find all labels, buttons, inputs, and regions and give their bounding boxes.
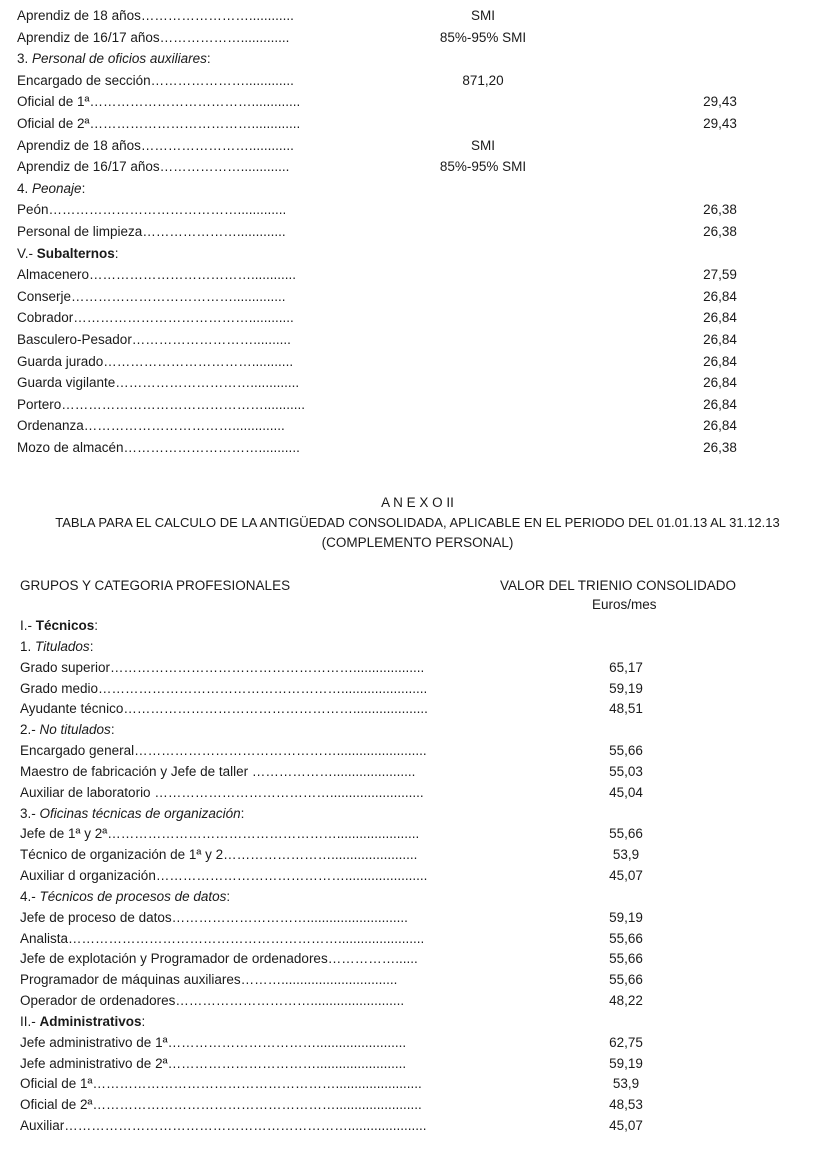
table-row (0, 782, 835, 803)
category-label: Conserje……………………………….............. (17, 288, 286, 304)
daily-salary-value: 26,84 (703, 375, 737, 391)
annex-subtitle-note: (COMPLEMENTO PERSONAL) (321, 535, 514, 550)
table-row (0, 329, 835, 350)
daily-salary-value: 26,84 (703, 310, 737, 326)
category-label: Jefe administrativo de 1ª……………………………........................ (20, 1034, 407, 1050)
heading-label: Técnicos (35, 618, 95, 633)
table-row (0, 91, 835, 112)
daily-salary-value: 29,43 (703, 94, 737, 110)
daily-salary-value: 26,84 (703, 332, 737, 347)
heading-prefix: 1. (20, 638, 36, 654)
table-row (0, 70, 835, 91)
category-label: Auxiliar………………………………………………………..................... (20, 1118, 427, 1134)
category-label: Aprendiz de 18 años……………………............ (17, 137, 294, 153)
group-heading (20, 886, 230, 907)
trienio-value: 55,66 (609, 951, 643, 967)
base-salary-value: SMI (470, 137, 495, 153)
table-row (0, 5, 835, 26)
group-heading (17, 48, 211, 69)
table-row (0, 657, 835, 678)
annex-title: A N E X O II (381, 495, 454, 510)
heading-prefix: II.- (20, 1013, 40, 1029)
heading-suffix: : (94, 618, 99, 633)
daily-salary-value: 26,84 (703, 288, 737, 304)
trienio-value: 59,19 (609, 909, 643, 925)
trienio-value: 62,75 (609, 1034, 643, 1050)
trienio-value: 59,19 (609, 1055, 643, 1071)
group-heading (17, 178, 85, 199)
table-row (0, 156, 835, 177)
trienio-value: 55,66 (609, 930, 643, 946)
heading-label: No titulados (39, 722, 111, 738)
category-label: Jefe de 1ª y 2ª……………………………………………...................... (20, 826, 420, 842)
category-label: Aprendiz de 18 años……………………............ (17, 8, 294, 23)
group-heading (17, 243, 119, 264)
trienio-value: 48,22 (609, 993, 643, 1009)
daily-salary-value: 26,84 (703, 396, 737, 412)
daily-salary-value: 29,43 (703, 116, 737, 131)
base-salary-value: 85%-95% SMI (439, 159, 527, 175)
table-row (0, 27, 835, 48)
base-salary-value: 85%-95% SMI (439, 29, 527, 45)
base-salary-value: SMI (470, 8, 495, 23)
group-heading (20, 803, 244, 824)
column-header-unit: Euros/mes (592, 597, 657, 612)
category-label: Aprendiz de 16/17 años………………............. (17, 159, 290, 175)
heading-prefix: I.- (20, 618, 36, 633)
table-row (0, 928, 835, 949)
trienio-value: 59,19 (609, 680, 643, 696)
heading-prefix: 3. (17, 51, 33, 67)
heading-label: Titulados (35, 638, 90, 654)
table-row (0, 307, 835, 328)
category-label: Aprendiz de 16/17 años………………............. (17, 29, 290, 45)
heading-prefix: 4. (17, 180, 33, 196)
daily-salary-value: 26,38 (703, 224, 737, 239)
table-row (0, 1115, 835, 1136)
trienio-value: 48,53 (609, 1097, 643, 1113)
heading-label: Peonaje (32, 180, 82, 196)
heading-suffix: : (226, 888, 231, 904)
category-label: Oficial de 2ª………………………………............. (17, 116, 301, 131)
trienio-value: 55,66 (609, 972, 643, 988)
heading-label: Oficinas técnicas de organización (39, 805, 241, 821)
heading-suffix: : (89, 638, 94, 654)
table-row (0, 372, 835, 393)
category-label: Ayudante técnico…………………………………………….................... (20, 701, 428, 717)
heading-label: Personal de oficios auxiliares (32, 51, 207, 67)
heading-suffix: : (240, 805, 245, 821)
table-row (0, 221, 835, 242)
category-label: Jefe de proceso de datos…………………………........................... (20, 909, 408, 925)
heading-prefix: 3.- (20, 805, 40, 821)
table-row (0, 1094, 835, 1115)
trienio-value: 53,9 (612, 1076, 640, 1092)
category-label: Oficial de 2ª………………………………………………....................... (20, 1097, 422, 1113)
category-label: Grado medio………………………………………………....................... (20, 680, 428, 696)
heading-suffix: : (206, 51, 211, 67)
table-row (0, 907, 835, 928)
category-label: Encargado de sección…………………............. (17, 72, 294, 88)
category-label: Personal de limpieza…………………............. (17, 224, 286, 239)
table-row (0, 286, 835, 307)
category-label: Almacenero………………………………............ (17, 267, 297, 283)
table-row (0, 740, 835, 761)
table-row (0, 1053, 835, 1074)
category-label: Oficial de 1ª………………………………………………....................... (20, 1076, 422, 1092)
category-label: Mozo de almacén…………………………........... (17, 440, 300, 455)
category-label: Maestro de fabricación y Jefe de taller ………………...................... (20, 763, 416, 779)
trienio-value: 55,03 (609, 763, 643, 779)
category-label: Basculero-Pesador……………………….......... (17, 332, 291, 347)
daily-salary-value: 26,38 (703, 440, 737, 455)
table-row (0, 948, 835, 969)
column-header-value: VALOR DEL TRIENIO CONSOLIDADO (500, 578, 737, 593)
category-label: Técnico de organización de 1ª y 2……………………....................... (20, 847, 418, 863)
category-label: Auxiliar de laboratorio …………………………………......................... (20, 784, 424, 800)
category-label: Oficial de 1ª………………………………............. (17, 94, 301, 110)
category-label: Cobrador…………………………………............ (17, 310, 294, 326)
trienio-value: 65,17 (609, 659, 643, 675)
category-label: Grado superior………………………………………………................... (20, 659, 425, 675)
table-row (0, 113, 835, 134)
category-label: Guarda vigilante…………………………............. (17, 375, 300, 391)
category-label: Portero………………………………………........... (17, 396, 306, 412)
category-label: Auxiliar d organización……………………………………...................... (20, 868, 428, 884)
heading-label: Técnicos de procesos de datos (39, 888, 227, 904)
table-row (0, 823, 835, 844)
category-label: Programador de máquinas auxiliares………............................... (20, 972, 398, 988)
heading-prefix: 2.- (20, 722, 40, 738)
table-row (0, 199, 835, 220)
heading-suffix: : (81, 180, 86, 196)
daily-salary-value: 26,38 (703, 202, 737, 218)
table-row (0, 865, 835, 886)
category-label: Jefe administrativo de 2ª……………………………........................ (20, 1055, 407, 1071)
daily-salary-value: 26,84 (703, 418, 737, 434)
group-heading (20, 719, 115, 740)
category-label: Guarda jurado……………………………........... (17, 353, 294, 369)
table-row (0, 990, 835, 1011)
table-row (0, 698, 835, 719)
category-label: Peón……………………………………............. (17, 202, 287, 218)
annex-subtitle: TABLA PARA EL CALCULO DE LA ANTIGÜEDAD CONSOLIDADA, APLICABLE EN EL PERIODO DEL 01.01.13 AL 31.12.13 (55, 515, 780, 530)
table-row (0, 351, 835, 372)
category-label: Analista……………………………………………………....................... (20, 930, 425, 946)
table-row (0, 437, 835, 458)
table-row (0, 415, 835, 436)
trienio-value: 45,07 (609, 868, 643, 884)
group-heading (20, 1011, 145, 1032)
column-header-groups: GRUPOS Y CATEGORIA PROFESIONALES (20, 578, 291, 593)
trienio-value: 48,51 (609, 701, 643, 717)
trienio-value: 55,66 (609, 743, 643, 759)
table-row (0, 1073, 835, 1094)
trienio-value: 45,07 (609, 1118, 643, 1134)
table-row (0, 678, 835, 699)
trienio-value: 53,9 (612, 847, 640, 863)
heading-suffix: : (114, 245, 119, 261)
category-label: Jefe de explotación y Programador de ordenadores……………...... (20, 951, 418, 967)
trienio-value: 45,04 (609, 784, 643, 800)
heading-suffix: : (141, 1013, 146, 1029)
trienio-value: 55,66 (609, 826, 643, 842)
group-heading (20, 615, 98, 636)
category-label: Operador de ordenadores…………………………......................... (20, 993, 405, 1009)
category-label: Encargado general………………………………………........................ (20, 743, 427, 759)
base-salary-value: 871,20 (462, 72, 504, 88)
table-row (0, 1032, 835, 1053)
heading-prefix: 4.- (20, 888, 40, 904)
table-row (0, 969, 835, 990)
daily-salary-value: 26,84 (703, 353, 737, 369)
daily-salary-value: 27,59 (703, 267, 737, 283)
table-row (0, 264, 835, 285)
heading-label: Subalternos (36, 245, 115, 261)
heading-suffix: : (110, 722, 115, 738)
table-row (0, 844, 835, 865)
heading-prefix: V.- (17, 245, 37, 261)
group-heading (20, 636, 93, 657)
category-label: Ordenanza…………………………….............. (17, 418, 285, 434)
table-row (0, 135, 835, 156)
heading-label: Administrativos (39, 1013, 142, 1029)
table-row (0, 394, 835, 415)
table-row (0, 761, 835, 782)
